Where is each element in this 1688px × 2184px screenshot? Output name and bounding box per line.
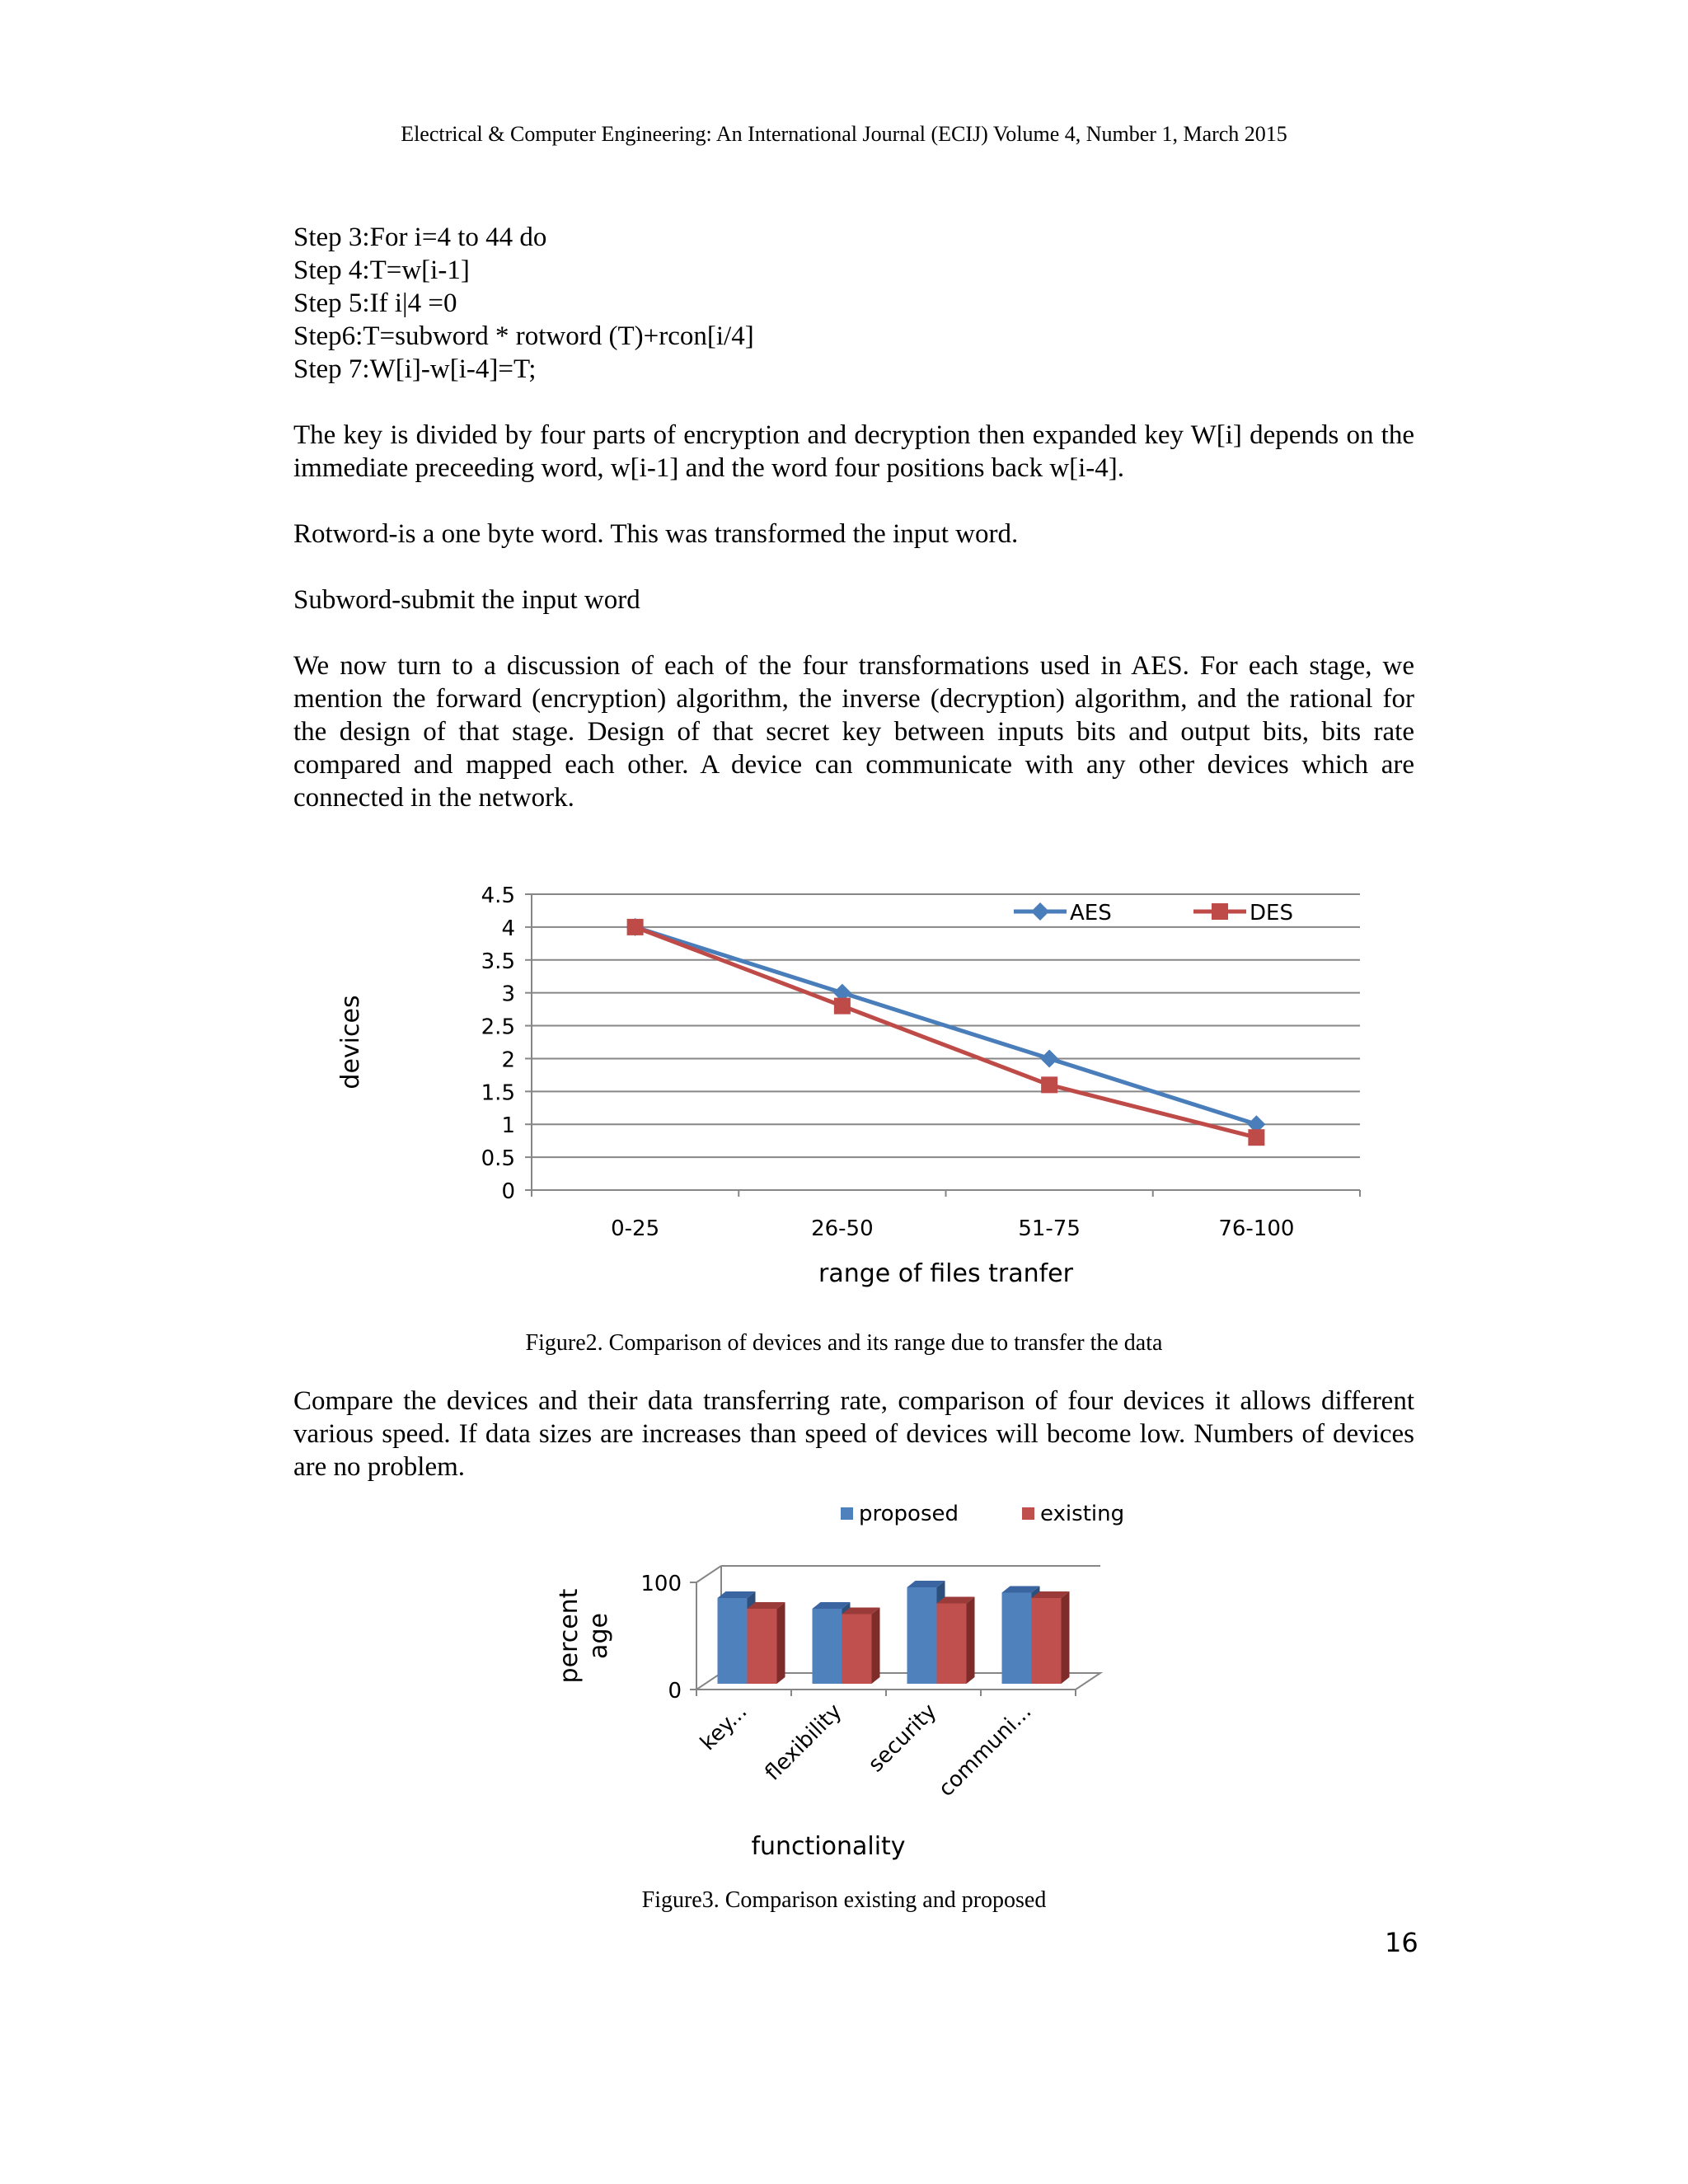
x-tick-label: security: [863, 1699, 942, 1778]
y-axis-title-line: age: [584, 1613, 613, 1659]
bar-front: [907, 1587, 937, 1684]
bar-existing: [937, 1597, 975, 1685]
legend-swatch-proposed: [841, 1507, 853, 1520]
point-des: [1248, 1129, 1264, 1146]
bar-side: [1062, 1591, 1070, 1684]
legend-label: DES: [1250, 901, 1293, 926]
step-line: Step 4:T=w[i-1]: [293, 255, 470, 285]
point-des: [834, 998, 851, 1015]
bar-side: [872, 1608, 880, 1685]
y-tick-label: 100: [640, 1572, 682, 1596]
paragraph-compare-devices: Compare the devices and their data transferring rate, comparison of four devices it allows different various speed. If data sizes are increases than speed of devices will become low. Numbers of devices are no problem.: [293, 1386, 1414, 1482]
y-tick-label: 2: [501, 1047, 515, 1073]
paragraph-subword: Subword-submit the input word: [293, 585, 640, 615]
bar-front: [718, 1598, 748, 1684]
y-tick-label: 4: [501, 916, 515, 941]
figure2-caption: Figure2. Comparison of devices and its range due to transfer the data: [525, 1330, 1163, 1356]
y-tick-label: 1: [501, 1113, 515, 1139]
bar-front: [842, 1615, 872, 1685]
bar-front: [1032, 1598, 1062, 1684]
y-tick-label: 2.5: [481, 1015, 515, 1040]
legend-marker: [1212, 903, 1228, 920]
x-tick-label: communi...: [934, 1699, 1037, 1802]
side-wall-top: [696, 1566, 721, 1582]
bar-front: [748, 1609, 777, 1684]
x-tick-label: 0-25: [611, 1216, 660, 1241]
algorithm-steps: [293, 221, 754, 386]
paragraph-key-expansion: The key is divided by four parts of encryption and decryption then expanded key W[i] depends on the immediate preceeding word, w[i-1] and the word four positions back w[i-4].: [293, 420, 1414, 483]
x-tick-label: key...: [696, 1699, 753, 1756]
legend-label: proposed: [859, 1502, 959, 1526]
x-tick-label: 51-75: [1018, 1216, 1081, 1241]
bar-existing: [1032, 1591, 1070, 1684]
y-tick-label: 4.5: [481, 883, 515, 908]
y-axis-title: devices: [336, 995, 365, 1090]
y-tick-label: 1.5: [481, 1080, 515, 1106]
figure3-caption: Figure3. Comparison existing and proposed: [641, 1887, 1047, 1913]
y-tick-label: 0: [501, 1179, 515, 1204]
bar-front: [813, 1609, 842, 1684]
y-tick-label: 3: [501, 982, 515, 1007]
page-number: 16: [1385, 1927, 1418, 1958]
point-des: [627, 919, 644, 935]
bar-front: [1002, 1593, 1032, 1685]
x-axis-title: range of files tranfer: [818, 1259, 1073, 1288]
point-des: [1041, 1076, 1057, 1093]
y-tick-label: 0.5: [481, 1146, 515, 1172]
figure2-line-chart: [313, 865, 1401, 1302]
x-axis-title: functionality: [751, 1832, 906, 1861]
y-tick-label: 0: [668, 1679, 682, 1704]
bar-existing: [748, 1602, 785, 1684]
bar-existing: [842, 1608, 880, 1685]
step-line: Step 3:For i=4 to 44 do: [293, 223, 547, 252]
y-tick-label: 3.5: [481, 949, 515, 974]
step-line: Step 7:W[i]-w[i-4]=T;: [293, 354, 537, 384]
bar-side: [777, 1602, 785, 1684]
legend-label: AES: [1070, 901, 1112, 926]
paragraph-transformations: We now turn to a discussion of each of the four transformations used in AES. For each stage, we mention the forward (encryption) algorithm, the inverse (decryption) algorithm, and the rational for the design of that stage. Design of that secret key between inputs bits and output bits, bits rate compared and mapped each other. A device can communicate with any other devices which are connected in the network.: [293, 651, 1414, 813]
legend-label: existing: [1040, 1502, 1125, 1526]
x-tick-label: flexibility: [760, 1699, 847, 1786]
bar-side: [967, 1597, 975, 1685]
legend-marker: [1031, 902, 1049, 921]
x-tick-label: 76-100: [1218, 1216, 1295, 1241]
y-axis-title-line: percent: [555, 1588, 584, 1684]
legend-swatch-existing: [1022, 1507, 1034, 1520]
x-tick-label: 26-50: [811, 1216, 874, 1241]
point-aes: [1040, 1049, 1058, 1067]
step-line: Step6:T=subword * rotword (T)+rcon[i/4]: [293, 321, 754, 351]
journal-header: Electrical & Computer Engineering: An International Journal (ECIJ) Volume 4, Number 1, March 2015: [401, 122, 1287, 146]
paragraph-rotword: Rotword-is a one byte word. This was transformed the input word.: [293, 519, 1019, 549]
figure3-bar-chart: [536, 1492, 1162, 1871]
bar-front: [937, 1604, 967, 1685]
step-line: Step 5:If i|4 =0: [293, 288, 457, 318]
